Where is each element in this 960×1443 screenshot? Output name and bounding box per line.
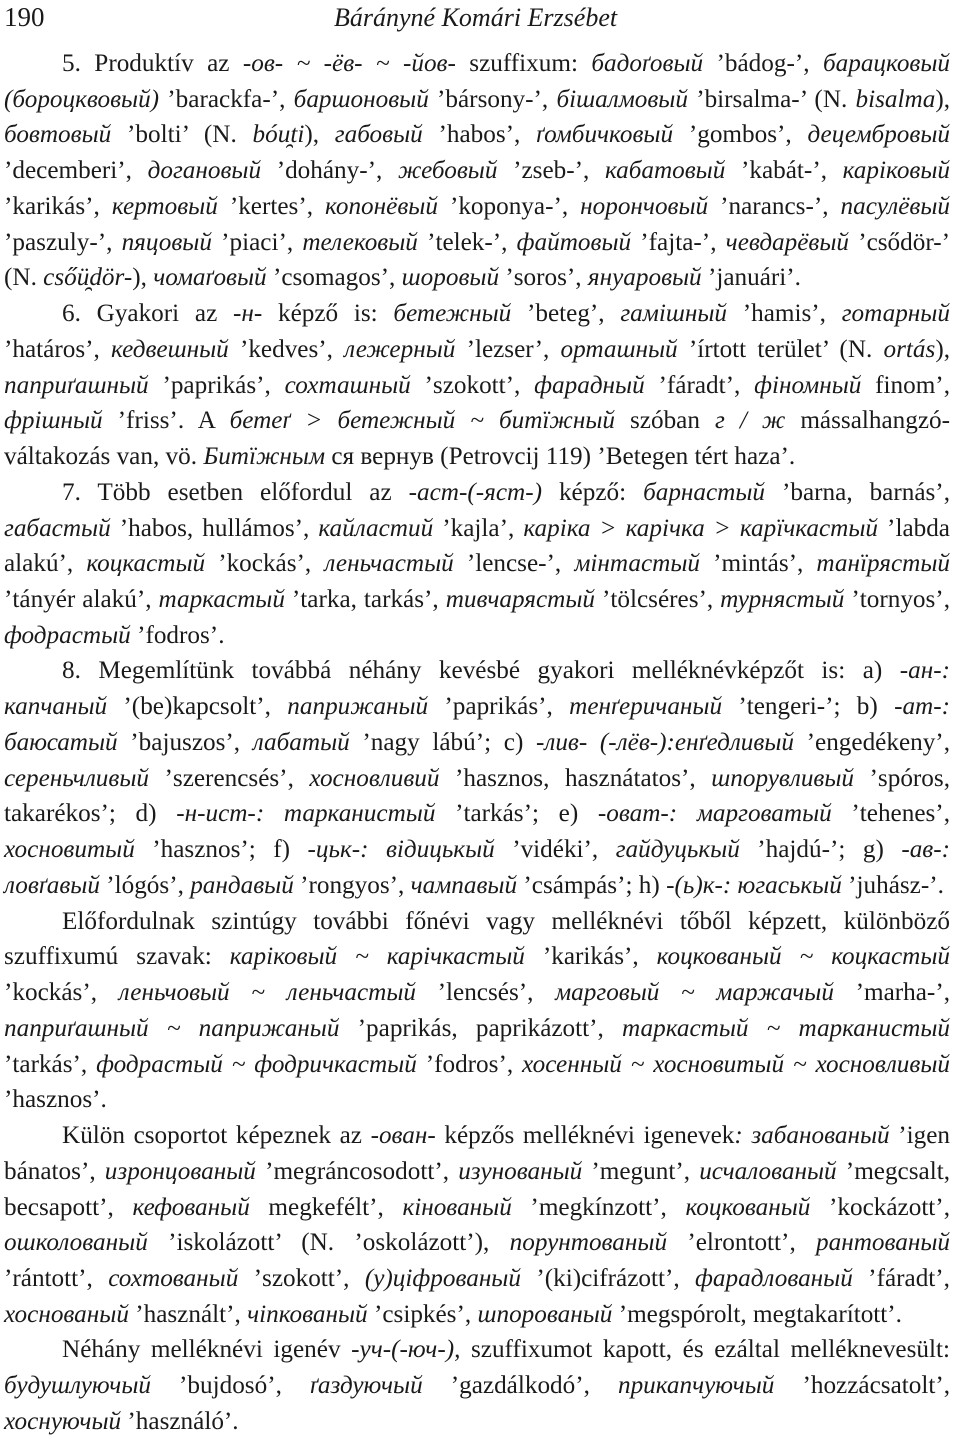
text-run: ’kedves’, bbox=[228, 335, 345, 363]
text-run: ’piaci’, bbox=[211, 228, 303, 256]
text-run: ’(be)kapcsolt’, bbox=[107, 693, 288, 721]
italic-term: хоснуючый bbox=[4, 1407, 122, 1435]
italic-term: таркастый ~ тарканистый bbox=[622, 1014, 951, 1042]
italic-term: ortás bbox=[883, 335, 936, 363]
text-run: ’kertes’, bbox=[217, 192, 326, 220]
text-run: ’beteg’, bbox=[511, 300, 621, 328]
italic-term: -лив- (-лёв-):енґедливый bbox=[535, 728, 794, 756]
text-run: 7. Több esetben előfordul az bbox=[62, 478, 409, 506]
italic-term: бовтовый bbox=[4, 121, 112, 149]
italic-term: габастый bbox=[4, 514, 111, 542]
italic-term: хосновливий bbox=[309, 764, 440, 792]
italic-term: прикапчуючый bbox=[617, 1372, 775, 1400]
italic-term: хосенный ~ хосновитый ~ хосновливый bbox=[522, 1050, 950, 1078]
italic-term: рандавый bbox=[190, 871, 294, 899]
text-run: ’soros’, bbox=[499, 264, 588, 292]
italic-term: тенґеричаный bbox=[569, 693, 723, 721]
italic-term: чіпкованый bbox=[247, 1300, 368, 1328]
text-run: ’paszuly-’, bbox=[4, 228, 122, 256]
text-run: ’koponya-’, bbox=[437, 192, 581, 220]
text-run: képző is: bbox=[262, 300, 394, 328]
text-run: ’elrontott’, bbox=[667, 1229, 817, 1257]
italic-term: чомаґовый bbox=[153, 264, 267, 292]
text-run: ’fáradt’, bbox=[644, 371, 755, 399]
text-run: ’decemberi’, bbox=[4, 157, 148, 185]
italic-term: бетеґ > бетежный ~ битїжный bbox=[229, 407, 615, 435]
italic-term: барацковый (бороцквовый) bbox=[4, 50, 951, 113]
page-header bbox=[4, 0, 950, 44]
text-run: ’zseb-’, bbox=[497, 157, 605, 185]
italic-term: изронцованый bbox=[104, 1157, 256, 1185]
text-run: ся вернув (Petrovcij 119) ’Betegen tért haza’. bbox=[325, 443, 796, 471]
text-run: ’szokott’, bbox=[410, 371, 535, 399]
text-run: ’szerencsés’, bbox=[148, 764, 310, 792]
text-run: ’karikás’, bbox=[4, 192, 112, 220]
text-run: ’megkínzott’, bbox=[511, 1193, 686, 1221]
text-run: ’habos’, bbox=[422, 121, 537, 149]
italic-term: будушлуючый bbox=[4, 1372, 151, 1400]
text-run: mássalhangzó-váltakozás van, vö. bbox=[4, 407, 950, 471]
text-run: ’tengeri-’; b) bbox=[722, 693, 895, 721]
text-run: ’megcsalt, becsapott’, bbox=[4, 1157, 951, 1221]
text-run: Előfordulnak szintúgy további főnévi vagy melléknévi tőből képzett, különböző szuffixumú szavak: bbox=[4, 907, 950, 971]
italic-term: норончовый bbox=[580, 192, 709, 220]
italic-term: : забанованый bbox=[734, 1122, 890, 1150]
text-run: ’csipkés’, bbox=[367, 1300, 478, 1328]
italic-term: фодрастый ~ фодричкастый bbox=[96, 1050, 417, 1078]
italic-term: -уч-(-юч-), bbox=[351, 1336, 461, 1364]
text-run: ’használó’. bbox=[121, 1407, 239, 1435]
italic-term: бішалмовый bbox=[556, 85, 688, 113]
text-run: ’igen bánatos’, bbox=[4, 1122, 950, 1185]
text-run: ), bbox=[304, 121, 335, 149]
text-run: ), bbox=[935, 335, 950, 363]
italic-term: ґаздуючый bbox=[309, 1372, 423, 1400]
italic-term: габовый bbox=[334, 121, 423, 149]
text-run: ’hajdú-’; g) bbox=[739, 836, 902, 864]
italic-term: кайластий bbox=[318, 514, 434, 542]
text-run: ’rántott’, bbox=[4, 1264, 109, 1292]
text-run: ’használt’, bbox=[128, 1300, 248, 1328]
italic-term: кабатовый bbox=[604, 157, 726, 185]
italic-term: хоснованый bbox=[4, 1300, 129, 1328]
text-run: megkefélt’, bbox=[249, 1193, 403, 1221]
italic-term: сохтованый bbox=[108, 1264, 239, 1292]
text-run: ’lógós’, bbox=[99, 871, 191, 899]
text-run: 5. Produktív az bbox=[62, 50, 243, 77]
text-run: ’tarka, tarkás’, bbox=[284, 586, 446, 614]
italic-term: (у)ціфрованый bbox=[364, 1264, 521, 1292]
text-run: ’tornyos’, bbox=[844, 586, 950, 614]
text-run: ’birsalma-’ (N. bbox=[687, 85, 856, 113]
italic-term: танїрястый bbox=[816, 550, 950, 578]
italic-term: турнястый bbox=[720, 586, 845, 614]
italic-term: сереньчливый bbox=[4, 764, 149, 792]
text-run: 6. Gyakori az bbox=[62, 300, 233, 328]
italic-term: кедвешный bbox=[111, 335, 229, 363]
italic-term: гамішный bbox=[620, 300, 727, 328]
italic-term: -(ь)к-: югаськый bbox=[666, 871, 842, 899]
text-run: ’tehenes’, bbox=[831, 800, 950, 828]
italic-term: кертовый bbox=[111, 192, 218, 220]
text-run: ’paprikás, paprikázott’, bbox=[339, 1014, 623, 1042]
italic-term: изунованый bbox=[458, 1157, 583, 1185]
italic-term: рантованый bbox=[816, 1229, 950, 1257]
text-run: ’bársony-’, bbox=[428, 85, 557, 113]
italic-term: барнастый bbox=[643, 478, 766, 506]
paragraph bbox=[4, 1332, 950, 1439]
text-run: ’telek-’, bbox=[417, 228, 517, 256]
text-run: Külön csoportot képeznek az bbox=[62, 1122, 371, 1150]
body-text bbox=[4, 46, 950, 1440]
italic-term: -цьк-: відицькый bbox=[307, 836, 495, 864]
text-run: ’hamis’, bbox=[727, 300, 842, 328]
italic-term: csőü̯dör- bbox=[43, 264, 133, 292]
text-run: ’kockás’, bbox=[205, 550, 325, 578]
italic-term: фодрастый bbox=[4, 621, 131, 649]
text-run: ’paprikás’, bbox=[428, 693, 570, 721]
italic-term: ошколованый bbox=[4, 1229, 148, 1257]
text-run: ’spóros, takarékos’; d) bbox=[4, 764, 951, 828]
text-run: ’gombos’, bbox=[673, 121, 808, 149]
text-run: ’hasznos, hasznátatos’, bbox=[439, 764, 712, 792]
text-run: ’rongyos’, bbox=[293, 871, 411, 899]
italic-term: лежерный bbox=[344, 335, 456, 363]
text-run: ’kockázott’, bbox=[810, 1193, 950, 1221]
text-run: ’megspórolt, megtakarított’. bbox=[612, 1300, 902, 1328]
text-run: ’lencsés’, bbox=[416, 979, 556, 1007]
running-head: Bárányné Komári Erzsébet bbox=[334, 3, 618, 32]
text-run: ’írtott terület’ (N. bbox=[677, 335, 884, 363]
text-run: ’bolti’ (N. bbox=[111, 121, 253, 149]
italic-term: шоровый bbox=[401, 264, 500, 292]
italic-term: коцкастый bbox=[86, 550, 206, 578]
text-run: ’hasznos’; f) bbox=[134, 836, 308, 864]
italic-term: кінованый bbox=[402, 1193, 512, 1221]
text-run: ’bádog-’, bbox=[703, 50, 823, 77]
text-run: ’marha-’, bbox=[833, 979, 951, 1007]
italic-term: марговый ~ маржачый bbox=[555, 979, 834, 1007]
italic-term: тивчарястый bbox=[445, 586, 596, 614]
text-run: ’iskolázott’ (N. ’oskolázott’), bbox=[147, 1229, 510, 1257]
text-run: ’megunt’, bbox=[582, 1157, 700, 1185]
text-run: ), bbox=[132, 264, 154, 292]
italic-term: коцкованый ~ коцкастый bbox=[656, 943, 950, 971]
text-run: ’tölcséres’, bbox=[595, 586, 721, 614]
italic-term: каріка > карічка > карїчкастый bbox=[523, 514, 878, 542]
italic-term: каріковый ~ карічкастый bbox=[229, 943, 525, 971]
italic-term: -ав-: ловґавый bbox=[4, 836, 951, 899]
italic-term: гайдуцькый bbox=[615, 836, 740, 864]
text-run: ’barackfa-’, bbox=[159, 85, 294, 113]
italic-term: бетежный bbox=[393, 300, 512, 328]
text-run: finom’, bbox=[861, 371, 950, 399]
italic-term: чампавый bbox=[410, 871, 518, 899]
text-run: ’megráncosodott’, bbox=[255, 1157, 459, 1185]
text-run: képző: bbox=[542, 478, 644, 506]
italic-term: каріковый bbox=[842, 157, 950, 185]
text-run: ’paprikás’, bbox=[148, 371, 285, 399]
italic-term: бадоґовый bbox=[591, 50, 704, 77]
text-run: ’bajuszos’, bbox=[117, 728, 253, 756]
text-run: ’csődör-’ (N. bbox=[4, 228, 950, 292]
italic-term: фрішный bbox=[4, 407, 103, 435]
italic-term: фіномный bbox=[754, 371, 862, 399]
text-run: ’(ki)cifrázott’, bbox=[520, 1264, 696, 1292]
text-run: szóban bbox=[614, 407, 715, 435]
text-run: ’habos, hullámos’, bbox=[110, 514, 319, 542]
italic-term: телековый bbox=[302, 228, 418, 256]
italic-term: таркастый bbox=[158, 586, 285, 614]
text-run: szuffixum: bbox=[455, 50, 592, 77]
italic-term: хосновитый bbox=[4, 836, 135, 864]
paragraph bbox=[4, 904, 950, 1118]
italic-term: орташный bbox=[560, 335, 678, 363]
text-run: ’barna, barnás’, bbox=[765, 478, 950, 506]
italic-term: баршоновый bbox=[293, 85, 429, 113]
text-run: ’kajla’, bbox=[433, 514, 524, 542]
paragraph bbox=[4, 653, 950, 903]
italic-term: фарадлованый bbox=[695, 1264, 853, 1292]
italic-term: bisalma bbox=[855, 85, 936, 113]
text-run: ’csomagos’, bbox=[266, 264, 402, 292]
italic-term: г / ж bbox=[714, 407, 786, 435]
italic-term: сохташный bbox=[284, 371, 411, 399]
text-run: 8. Megemlítünk továbbá néhány kevésbé gyakori melléknévképzőt is: a) bbox=[62, 657, 900, 685]
text-run: ’fodros’. bbox=[130, 621, 225, 649]
italic-term: лабатый bbox=[252, 728, 350, 756]
italic-term: паприжаный bbox=[287, 693, 429, 721]
text-run: ’nagy lábú’; c) bbox=[349, 728, 536, 756]
italic-term: жебовый bbox=[397, 157, 498, 185]
italic-term: коцкованый bbox=[685, 1193, 811, 1221]
italic-term: пасулёвый bbox=[840, 192, 950, 220]
italic-term: кефованый bbox=[132, 1193, 250, 1221]
italic-term: исчалованый bbox=[699, 1157, 837, 1185]
italic-term: копонёвый bbox=[325, 192, 438, 220]
text-run: szuffixumot kapott, és ezáltal melléknevesült: bbox=[460, 1336, 950, 1364]
italic-term: шпорованый bbox=[477, 1300, 613, 1328]
paragraph bbox=[4, 296, 950, 475]
italic-term: пяцовый bbox=[121, 228, 212, 256]
text-run: ’hozzácsatolt’, bbox=[774, 1372, 951, 1400]
text-run: ’engedékeny’, bbox=[794, 728, 950, 756]
italic-term: леньчовый ~ леньчастый bbox=[118, 979, 416, 1007]
text-run: ’gazdálkodó’, bbox=[422, 1372, 618, 1400]
italic-term: -ан-: bbox=[899, 657, 950, 685]
italic-term: леньчастый bbox=[324, 550, 454, 578]
italic-term: -аст-(-яст-) bbox=[408, 478, 542, 506]
italic-term: чевдарёвый bbox=[725, 228, 850, 256]
italic-term: мінтастый bbox=[574, 550, 700, 578]
text-run: ’fajta-’, bbox=[631, 228, 726, 256]
text-run: ’kockás’, bbox=[4, 979, 119, 1007]
italic-term: -ов- ~ -ёв- ~ -йов- bbox=[242, 50, 456, 77]
text-run: ’csámpás’; h) bbox=[517, 871, 667, 899]
text-run: ’narancs-’, bbox=[708, 192, 841, 220]
text-run: ’kabát-’, bbox=[725, 157, 843, 185]
italic-term: готарный bbox=[841, 300, 950, 328]
text-run: ’tarkás’, bbox=[4, 1050, 97, 1078]
text-run: ’fodros’, bbox=[416, 1050, 523, 1078]
italic-term: -н- bbox=[232, 300, 263, 328]
text-run: ’dohány-’, bbox=[261, 157, 398, 185]
text-run: ’bujdosó’, bbox=[150, 1372, 310, 1400]
italic-term: -ован- bbox=[370, 1122, 436, 1150]
text-run: képzős melléknévi igenevek bbox=[435, 1122, 735, 1150]
italic-term: Битїжным bbox=[203, 443, 326, 471]
text-run: ’tányér alakú’, bbox=[4, 586, 159, 614]
text-run: ’fáradt’, bbox=[852, 1264, 950, 1292]
text-run: ’friss’. A bbox=[102, 407, 230, 435]
text-run: ’lezser’, bbox=[455, 335, 561, 363]
text-run: Néhány melléknévi igenév bbox=[62, 1336, 352, 1364]
italic-term: ґомбичковый bbox=[536, 121, 674, 149]
text-run: ’mintás’, bbox=[700, 550, 817, 578]
italic-term: януаровый bbox=[587, 264, 702, 292]
italic-term: паприґашный bbox=[4, 371, 149, 399]
text-run: ’juhász-’. bbox=[841, 871, 944, 899]
text-run: ’tarkás’; e) bbox=[435, 800, 598, 828]
paragraph bbox=[4, 46, 950, 296]
text-run: ), bbox=[935, 85, 950, 113]
italic-term: капчаный bbox=[4, 693, 108, 721]
italic-term: шпорувливый bbox=[711, 764, 855, 792]
italic-term: файтовый bbox=[516, 228, 632, 256]
text-run: ’határos’, bbox=[4, 335, 112, 363]
italic-term: паприґашный ~ паприжаный bbox=[4, 1014, 340, 1042]
italic-term: порунтованый bbox=[509, 1229, 668, 1257]
italic-term: -ат-: баюсатый bbox=[4, 693, 951, 756]
text-run: ’labda alakú’, bbox=[4, 514, 950, 578]
paragraph bbox=[4, 475, 950, 654]
italic-term: фарадный bbox=[534, 371, 645, 399]
italic-term: -н-ист-: тарканистый bbox=[176, 800, 436, 828]
italic-term: -оват-: марговатый bbox=[597, 800, 832, 828]
text-run: ’vidéki’, bbox=[494, 836, 616, 864]
text-run: ’hasznos’. bbox=[4, 1086, 107, 1114]
text-run: ’karikás’, bbox=[524, 943, 657, 971]
page-number: 190 bbox=[4, 2, 45, 32]
text-run: ’lencse-’, bbox=[453, 550, 575, 578]
italic-term: bóu̯ti bbox=[252, 121, 305, 149]
paragraph bbox=[4, 1118, 950, 1332]
italic-term: децембровый bbox=[807, 121, 950, 149]
text-run: ’januári’. bbox=[701, 264, 801, 292]
text-run: ’szokott’, bbox=[238, 1264, 365, 1292]
italic-term: доганoвый bbox=[147, 157, 262, 185]
